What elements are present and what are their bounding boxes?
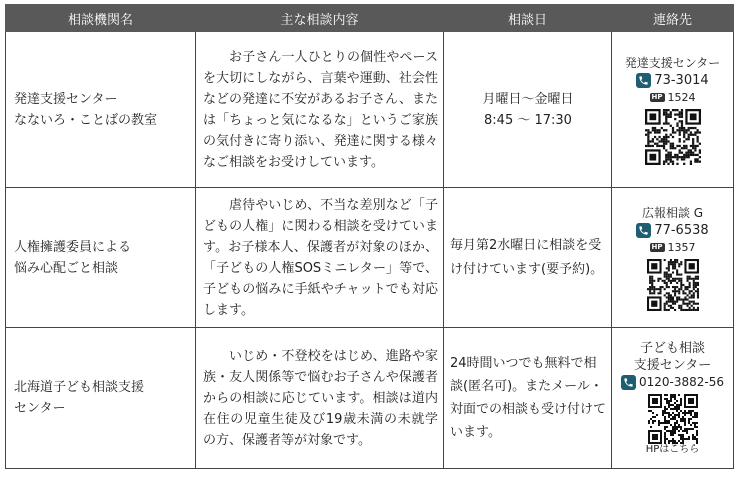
hp-caption: HPはこちら <box>645 444 700 455</box>
contact-cell <box>612 32 734 188</box>
phone-icon <box>636 223 651 238</box>
phone-icon <box>621 375 636 390</box>
contact-cell <box>612 328 734 469</box>
table-row <box>6 188 734 328</box>
contact-org: 発達支援センター <box>624 55 721 70</box>
consultation-date <box>444 32 612 188</box>
hp-badge-icon: HP <box>651 242 663 251</box>
hp-reference <box>612 239 733 256</box>
qr-code[interactable] <box>648 394 698 444</box>
contact-phone[interactable] <box>612 374 733 391</box>
header-content: 主な相談内容 <box>196 5 444 32</box>
table-row <box>6 328 734 469</box>
hp-id: 1357 <box>667 240 696 254</box>
header-agency: 相談機関名 <box>6 5 196 32</box>
hp-id: 1524 <box>667 90 696 104</box>
agency-name <box>6 328 196 469</box>
contact-org: 広報相談 G <box>641 205 704 220</box>
phone-number: 0120-3882-56 <box>638 375 724 389</box>
hp-badge-icon: HP <box>651 92 663 101</box>
header-contact: 連絡先 <box>612 5 734 32</box>
agency-name-line: 発達支援センター <box>14 91 118 107</box>
date-line: 8:45 ～ 17:30 <box>484 112 572 128</box>
header-date: 相談日 <box>444 5 612 32</box>
contact-cell <box>612 188 734 328</box>
date-line: 月曜日～金曜日 <box>482 91 574 107</box>
date-line: 24時間いつでも無料で相談(匿名可)。またメール・対面での相談も受け付けています。 <box>450 356 607 440</box>
agency-name <box>6 188 196 328</box>
agency-name-line: なないろ・ことばの教室 <box>14 112 158 128</box>
agency-name <box>6 32 196 188</box>
consultation-content <box>196 328 444 469</box>
qr-code[interactable] <box>645 109 701 165</box>
phone-number: 73-3014 <box>654 72 709 88</box>
phone-number: 77-6538 <box>654 222 709 238</box>
table-row <box>6 32 734 188</box>
phone-icon <box>636 73 651 88</box>
content-text: 虐待やいじめ、不当な差別など「子どもの人権」に関わる相談を受けています。お子様本人、保護者が対象のほか、「子どもの人権SOSミニレター」等で、子どもの悩みに手紙やチャットでも対応します。 <box>203 197 438 318</box>
agency-name-line: 悩み心配ごと相談 <box>14 260 119 276</box>
date-line: 毎月第2水曜日に相談を受け付けています(要予約)。 <box>450 237 604 277</box>
contact-phone[interactable] <box>612 222 733 239</box>
table-header-row <box>6 5 734 32</box>
consultation-date <box>444 188 612 328</box>
agency-name-line: 北海道子ども相談支援 <box>14 380 145 395</box>
consultation-table <box>5 4 734 469</box>
consultation-content <box>196 32 444 188</box>
consultation-date <box>444 328 612 469</box>
consultation-content <box>196 188 444 328</box>
qr-code[interactable] <box>647 259 699 311</box>
hp-reference <box>612 89 733 106</box>
contact-org: 支援センター <box>633 358 712 373</box>
content-text: いじめ・不登校をはじめ、進路や家族・友人関係等で悩むお子さんや保護者からの相談に応じています。相談は道内在住の児童生徒及び19歳未満の未就学の方、保護者等が対象です。 <box>203 348 438 448</box>
contact-phone[interactable] <box>612 72 733 89</box>
contact-org: 子ども相談 <box>639 341 705 356</box>
content-text: お子さん一人ひとりの個性やペースを大切にしながら、言葉や運動、社会性などの発達に不安があるお子さん、または「ちょっと気になるな」というご家族の気付きに寄り添い、発達に関する様々なご相談をお受けしています。 <box>203 49 438 170</box>
agency-name-line: 人権擁護委員による <box>14 239 132 255</box>
agency-name-line: センター <box>14 401 66 416</box>
